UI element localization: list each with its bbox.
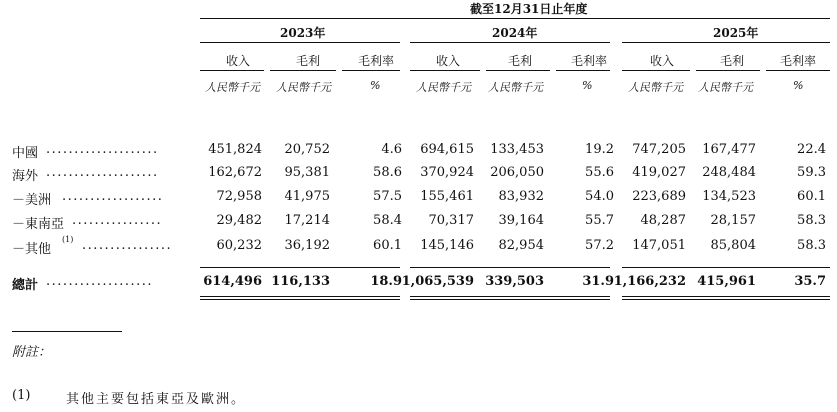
- leader-dots: ....................: [46, 165, 159, 180]
- table-cell: 36,192: [284, 238, 330, 253]
- table-cell: 248,484: [702, 165, 756, 180]
- unit-margin-2025: %: [793, 79, 804, 92]
- table-cell: 451,824: [208, 142, 262, 157]
- total-top-rule: [622, 267, 830, 268]
- total-bottom-rule: [410, 296, 610, 297]
- table-cell: 85,804: [710, 238, 756, 253]
- note-marker: (1): [12, 388, 31, 403]
- table-cell: 223,689: [632, 189, 686, 204]
- col-header-gross-profit-2024: 毛利: [508, 54, 533, 68]
- year-2023-header: 2023年: [280, 26, 326, 40]
- total-cell: 35.7: [794, 274, 826, 289]
- table-cell: 54.0: [585, 189, 614, 204]
- total-bottom-rule: [200, 299, 400, 300]
- col-rule: [270, 70, 336, 71]
- row-label: 中國: [12, 146, 39, 161]
- total-cell: 1,065,539: [401, 274, 474, 289]
- table-cell: 39,164: [498, 213, 544, 228]
- col-header-gross-profit-2025: 毛利: [720, 54, 745, 68]
- footnote-ref-wrap: [62, 235, 73, 251]
- notes-separator: [12, 331, 122, 332]
- leader-dots: ...................: [46, 274, 154, 289]
- table-cell: 48,287: [640, 213, 686, 228]
- total-bottom-rule: [200, 296, 400, 297]
- total-top-rule: [200, 267, 400, 268]
- unit-gross-profit-2025: 人民幣千元: [698, 81, 753, 94]
- total-cell: 415,961: [697, 274, 756, 289]
- unit-gross-profit-2024: 人民幣千元: [488, 81, 543, 94]
- year-2024-header: 2024年: [492, 26, 538, 40]
- col-rule: [766, 70, 830, 71]
- col-rule: [696, 70, 760, 71]
- table-cell: 167,477: [702, 142, 756, 157]
- col-header-margin-2025: 毛利率: [780, 54, 817, 68]
- col-header-gross-profit-2023: 毛利: [296, 54, 321, 68]
- unit-revenue-2025: 人民幣千元: [628, 81, 683, 94]
- total-top-rule: [410, 267, 610, 268]
- table-cell: 145,146: [420, 238, 474, 253]
- col-rule: [622, 70, 690, 71]
- table-cell: 28,157: [710, 213, 756, 228]
- leader-dots: ................: [72, 213, 163, 228]
- row-label: －美洲: [12, 193, 52, 208]
- table-cell: 60.1: [373, 238, 402, 253]
- table-cell: 419,027: [632, 165, 686, 180]
- total-cell: 31.9: [582, 274, 614, 289]
- table-cell: 19.2: [585, 142, 614, 157]
- total-bottom-rule: [410, 299, 610, 300]
- note-text: 其他主要包括東亞及歐洲。: [66, 392, 247, 407]
- footnote-ref: (1): [62, 235, 74, 244]
- table-cell: 82,954: [498, 238, 544, 253]
- year-2024-rule: [410, 42, 610, 43]
- table-cell: 57.2: [585, 238, 614, 253]
- year-2023-rule: [200, 42, 400, 43]
- leader-dots: ....................: [46, 142, 159, 157]
- table-cell: 29,482: [216, 213, 262, 228]
- table-cell: 70,317: [428, 213, 474, 228]
- col-header-revenue-2025: 收入: [650, 54, 675, 68]
- table-cell: 4.6: [381, 142, 402, 157]
- col-rule: [410, 70, 480, 71]
- unit-revenue-2023: 人民幣千元: [205, 81, 260, 94]
- unit-gross-profit-2023: 人民幣千元: [276, 81, 331, 94]
- table-cell: 59.3: [797, 165, 826, 180]
- table-cell: 60.1: [797, 189, 826, 204]
- table-cell: 147,051: [632, 238, 686, 253]
- total-cell: 614,496: [203, 274, 262, 289]
- col-header-revenue-2024: 收入: [436, 54, 461, 68]
- table-cell: 57.5: [373, 189, 402, 204]
- year-2025-header: 2025年: [713, 26, 759, 40]
- row-label: 海外: [12, 169, 39, 184]
- table-cell: 60,232: [216, 238, 262, 253]
- caption-rule: [200, 18, 830, 19]
- unit-revenue-2024: 人民幣千元: [416, 81, 471, 94]
- table-cell: 58.6: [373, 165, 402, 180]
- total-label: 總計: [12, 278, 39, 293]
- year-2025-rule: [622, 42, 830, 43]
- total-cell: 339,503: [485, 274, 544, 289]
- leader-dots: ................: [82, 238, 173, 253]
- table-cell: 95,381: [284, 165, 330, 180]
- unit-margin-2023: %: [370, 79, 381, 92]
- table-cell: 72,958: [216, 189, 262, 204]
- row-label: －其他: [12, 242, 52, 257]
- table-cell: 370,924: [420, 165, 474, 180]
- notes-title: 附註：: [12, 345, 52, 360]
- table-cell: 134,523: [702, 189, 756, 204]
- unit-margin-2024: %: [582, 79, 593, 92]
- col-rule: [486, 70, 550, 71]
- col-rule: [556, 70, 610, 71]
- table-cell: 20,752: [284, 142, 330, 157]
- row-label: －東南亞: [12, 217, 65, 232]
- table-cell: 83,932: [498, 189, 544, 204]
- total-bottom-rule: [622, 296, 830, 297]
- table-cell: 747,205: [632, 142, 686, 157]
- col-rule: [342, 70, 400, 71]
- table-cell: 41,975: [284, 189, 330, 204]
- table-cell: 55.7: [585, 213, 614, 228]
- total-cell: 116,133: [271, 274, 330, 289]
- table-cell: 694,615: [420, 142, 474, 157]
- total-cell: 18.9: [370, 274, 402, 289]
- leader-dots: ..................: [62, 189, 164, 204]
- col-header-revenue-2023: 收入: [226, 54, 251, 68]
- table-cell: 58.3: [797, 238, 826, 253]
- total-bottom-rule: [622, 299, 830, 300]
- total-cell: 1,166,232: [613, 274, 686, 289]
- table-cell: 22.4: [797, 142, 826, 157]
- period-caption: 截至12月31日止年度: [470, 2, 588, 16]
- col-header-margin-2023: 毛利率: [358, 54, 395, 68]
- col-header-margin-2024: 毛利率: [571, 54, 608, 68]
- table-cell: 155,461: [420, 189, 474, 204]
- table-cell: 58.3: [797, 213, 826, 228]
- table-cell: 58.4: [373, 213, 402, 228]
- table-cell: 206,050: [490, 165, 544, 180]
- table-cell: 17,214: [284, 213, 330, 228]
- col-rule: [200, 70, 264, 71]
- table-cell: 133,453: [490, 142, 544, 157]
- table-cell: 55.6: [585, 165, 614, 180]
- table-cell: 162,672: [208, 165, 262, 180]
